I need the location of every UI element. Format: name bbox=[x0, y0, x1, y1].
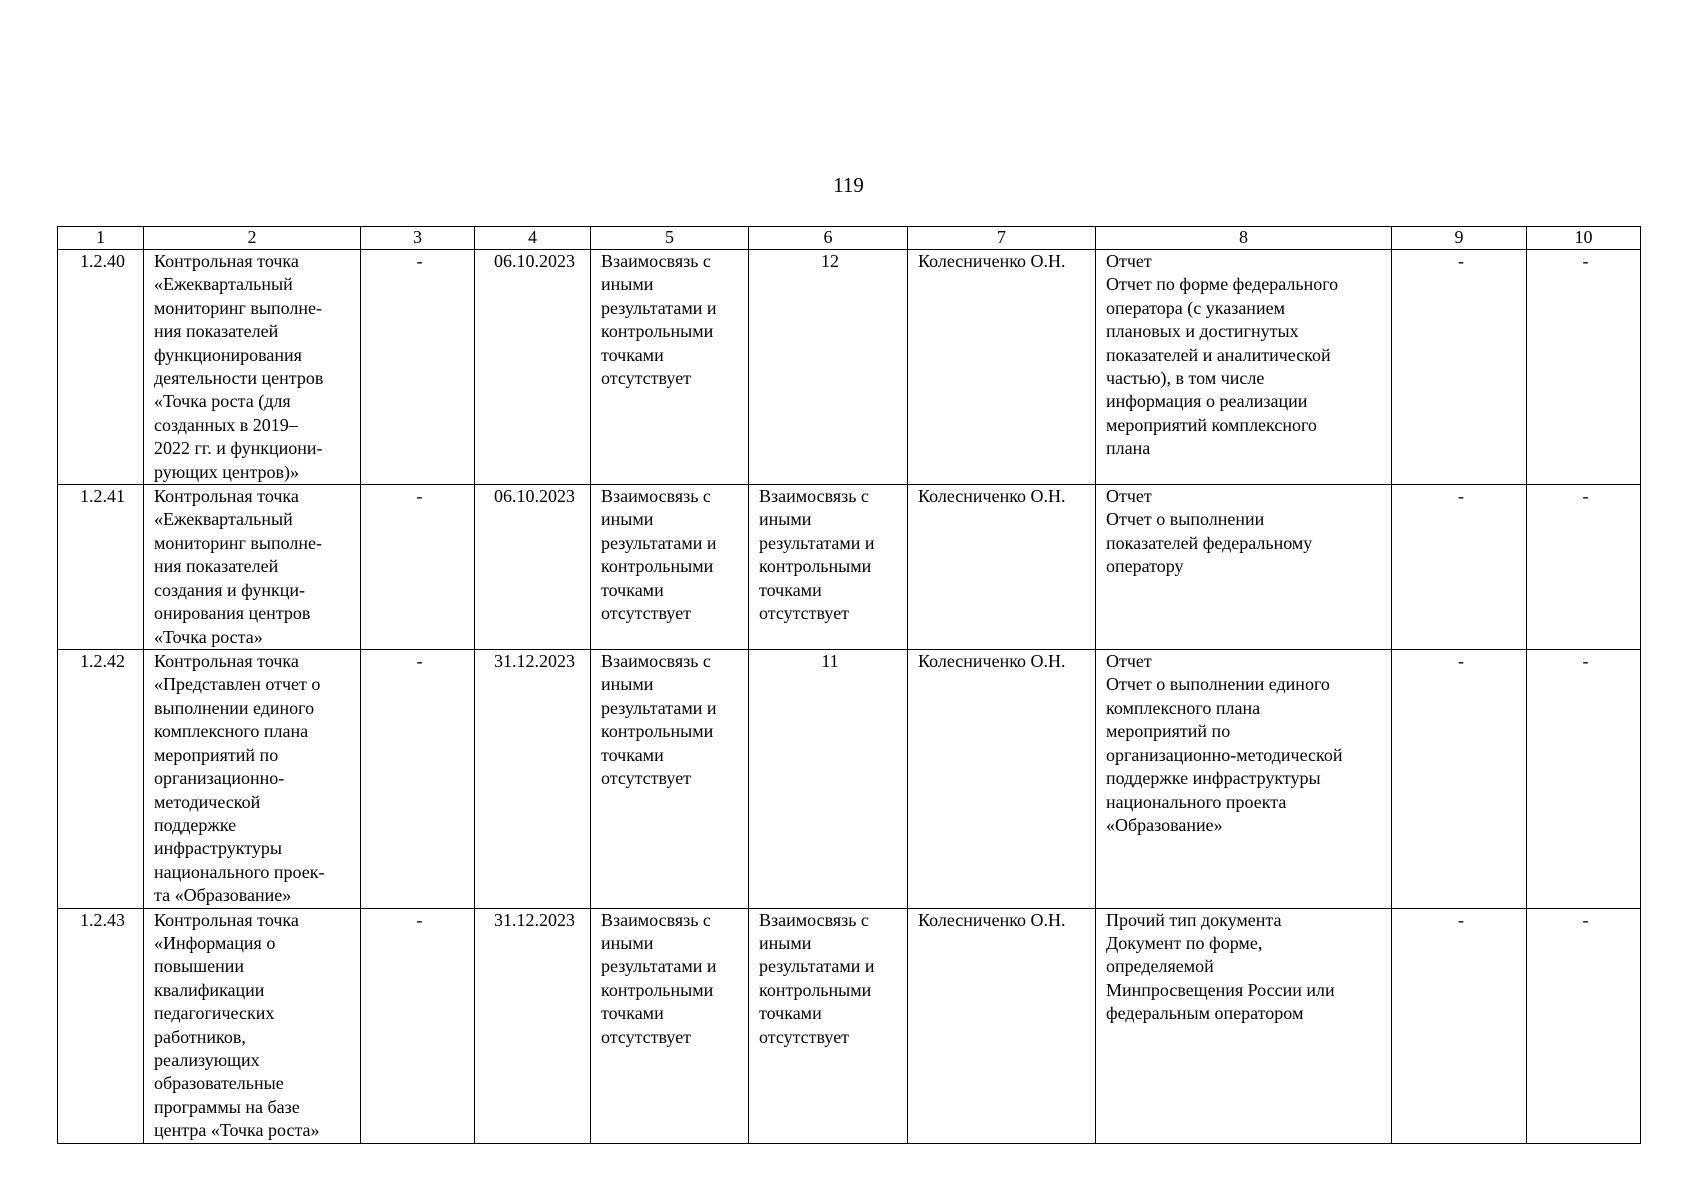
control-point-name-cell-line: 2022 гг. и функциони- bbox=[154, 438, 323, 459]
table-row bbox=[58, 908, 1641, 1143]
document-cell-line: федеральным оператором bbox=[1106, 1003, 1304, 1024]
control-point-name-cell-line: центра «Точка роста» bbox=[154, 1120, 320, 1141]
linked-item-cell bbox=[749, 650, 908, 908]
document-cell-line: плана bbox=[1106, 438, 1151, 459]
col3-cell: - bbox=[361, 908, 475, 1143]
control-point-name-cell-line: комплексного плана bbox=[154, 721, 309, 742]
document-cell-line: Документ по форме, bbox=[1106, 932, 1263, 953]
relation-cell bbox=[591, 650, 749, 908]
linked-item-cell-line: иными bbox=[759, 932, 812, 953]
document-cell-line: национального проекта bbox=[1106, 791, 1287, 812]
relation-cell-line: Взаимосвязь с bbox=[601, 651, 711, 672]
control-point-name-cell-line: выполнении единого bbox=[154, 697, 315, 718]
control-point-name-cell-line: Контрольная точка bbox=[154, 486, 299, 507]
relation-cell-line: результатами и bbox=[601, 956, 717, 977]
control-point-name-cell-line: Контрольная точка bbox=[154, 251, 299, 271]
responsible-cell: Колесниченко О.Н. bbox=[908, 485, 1096, 650]
control-point-name-cell-line: организационно- bbox=[154, 768, 285, 789]
document-cell-line: определяемой bbox=[1106, 956, 1214, 977]
document-cell bbox=[1096, 485, 1392, 650]
control-point-name-cell bbox=[144, 250, 361, 485]
relation-cell bbox=[591, 250, 749, 485]
date-cell: 31.12.2023 bbox=[475, 650, 591, 908]
linked-item-cell-line: отсутствует bbox=[759, 1026, 850, 1047]
relation-cell-line: отсутствует bbox=[601, 768, 692, 789]
col9-cell: - bbox=[1392, 908, 1527, 1143]
document-cell-line: Отчет по форме федерального bbox=[1106, 274, 1339, 295]
control-point-name-cell-line: деятельности центров bbox=[154, 368, 324, 389]
relation-cell-line: контрольными bbox=[601, 556, 714, 577]
column-header: 3 bbox=[361, 227, 475, 250]
linked-item-cell-line: 11 bbox=[821, 651, 839, 672]
col9-cell: - bbox=[1392, 250, 1527, 485]
control-point-name-cell-line: мониторинг выполне- bbox=[154, 532, 323, 553]
control-point-name-cell-line: реализующих bbox=[154, 1049, 260, 1070]
relation-cell bbox=[591, 485, 749, 650]
control-point-name-cell-line: методической bbox=[154, 791, 261, 812]
linked-item-cell-line: результатами и bbox=[759, 532, 875, 553]
control-point-name-cell-line: та «Образование» bbox=[154, 885, 292, 906]
document-cell-line: Отчет о выполнении единого bbox=[1106, 674, 1330, 695]
linked-item-cell-line: результатами и bbox=[759, 956, 875, 977]
control-point-name-cell-line: поддержке bbox=[154, 814, 237, 835]
linked-item-cell bbox=[749, 908, 908, 1143]
document-cell bbox=[1096, 650, 1392, 908]
control-point-name-cell-line: «Ежеквартальный bbox=[154, 274, 293, 295]
document-cell-line: поддержке инфраструктуры bbox=[1106, 768, 1321, 789]
responsible-cell: Колесниченко О.Н. bbox=[908, 650, 1096, 908]
column-header: 6 bbox=[749, 227, 908, 250]
row-id-cell: 1.2.41 bbox=[58, 485, 144, 650]
relation-cell-line: иными bbox=[601, 509, 654, 530]
col10-cell: - bbox=[1527, 650, 1641, 908]
document-cell-line: Отчет bbox=[1106, 651, 1152, 672]
date-cell: 31.12.2023 bbox=[475, 908, 591, 1143]
relation-cell-line: иными bbox=[601, 274, 654, 295]
control-points-table bbox=[57, 226, 1641, 1144]
col10-cell: - bbox=[1527, 485, 1641, 650]
relation-cell-line: Взаимосвязь с bbox=[601, 251, 711, 271]
control-point-name-cell bbox=[144, 485, 361, 650]
control-point-name-cell-line: онирования центров bbox=[154, 603, 311, 624]
column-header: 9 bbox=[1392, 227, 1527, 250]
document-cell-line: частью), в том числе bbox=[1106, 368, 1265, 389]
table-row bbox=[58, 250, 1641, 485]
document-cell-line: мероприятий по bbox=[1106, 721, 1231, 742]
responsible-cell: Колесниченко О.Н. bbox=[908, 908, 1096, 1143]
table-body bbox=[58, 250, 1641, 1144]
linked-item-cell-line: 12 bbox=[821, 251, 839, 271]
relation-cell-line: контрольными bbox=[601, 979, 714, 1000]
control-point-name-cell-line: Контрольная точка bbox=[154, 909, 299, 930]
linked-item-cell-line: отсутствует bbox=[759, 603, 850, 624]
linked-item-cell bbox=[749, 485, 908, 650]
relation-cell-line: точками bbox=[601, 744, 664, 765]
row-id-cell: 1.2.42 bbox=[58, 650, 144, 908]
control-point-name-cell bbox=[144, 650, 361, 908]
control-point-name-cell-line: созданных в 2019– bbox=[154, 414, 298, 435]
col10-cell: - bbox=[1527, 250, 1641, 485]
control-point-name-cell-line: квалификации bbox=[154, 979, 265, 1000]
relation-cell-line: точками bbox=[601, 579, 664, 600]
column-header: 8 bbox=[1096, 227, 1392, 250]
col9-cell: - bbox=[1392, 650, 1527, 908]
col10-cell: - bbox=[1527, 908, 1641, 1143]
control-point-name-cell bbox=[144, 908, 361, 1143]
control-point-name-cell-line: Контрольная точка bbox=[154, 651, 299, 672]
control-point-name-cell-line: работников, bbox=[154, 1026, 246, 1047]
col3-cell: - bbox=[361, 650, 475, 908]
col3-cell: - bbox=[361, 485, 475, 650]
control-point-name-cell-line: «Ежеквартальный bbox=[154, 509, 293, 530]
document-cell bbox=[1096, 908, 1392, 1143]
linked-item-cell-line: точками bbox=[759, 579, 822, 600]
document-cell-line: Минпросвещения России или bbox=[1106, 979, 1335, 1000]
row-id-cell: 1.2.40 bbox=[58, 250, 144, 485]
responsible-cell: Колесниченко О.Н. bbox=[908, 250, 1096, 485]
document-cell-line: оператору bbox=[1106, 556, 1184, 577]
document-cell-line: информация о реализации bbox=[1106, 391, 1308, 412]
document-cell-line: показателей федеральному bbox=[1106, 532, 1313, 553]
col3-cell: - bbox=[361, 250, 475, 485]
document-cell-line: Отчет bbox=[1106, 486, 1152, 507]
control-point-name-cell-line: инфраструктуры bbox=[154, 838, 282, 859]
relation-cell-line: результатами и bbox=[601, 697, 717, 718]
column-header: 10 bbox=[1527, 227, 1641, 250]
control-point-name-cell-line: национального проек- bbox=[154, 861, 325, 882]
relation-cell-line: отсутствует bbox=[601, 603, 692, 624]
control-point-name-cell-line: создания и функци- bbox=[154, 579, 305, 600]
control-point-name-cell-line: повышении bbox=[154, 956, 244, 977]
control-point-name-cell-line: программы на базе bbox=[154, 1096, 300, 1117]
control-point-name-cell-line: «Информация о bbox=[154, 932, 276, 953]
linked-item-cell-line: точками bbox=[759, 1003, 822, 1024]
document-cell-line: «Образование» bbox=[1106, 814, 1223, 835]
document-cell-line: Отчет bbox=[1106, 251, 1152, 271]
relation-cell-line: отсутствует bbox=[601, 1026, 692, 1047]
linked-item-cell-line: контрольными bbox=[759, 979, 872, 1000]
control-point-name-cell-line: рующих центров)» bbox=[154, 461, 300, 482]
linked-item-cell-line: контрольными bbox=[759, 556, 872, 577]
document-cell-line: организационно-методической bbox=[1106, 744, 1343, 765]
page-number: 119 bbox=[833, 173, 864, 197]
control-point-name-cell-line: ния показателей bbox=[154, 556, 279, 577]
document-cell-line: плановых и достигнутых bbox=[1106, 321, 1299, 342]
relation-cell-line: контрольными bbox=[601, 721, 714, 742]
control-point-name-cell-line: ния показателей bbox=[154, 321, 279, 342]
document-cell-line: Прочий тип документа bbox=[1106, 909, 1282, 930]
col9-cell: - bbox=[1392, 485, 1527, 650]
date-cell: 06.10.2023 bbox=[475, 250, 591, 485]
column-header: 5 bbox=[591, 227, 749, 250]
relation-cell-line: точками bbox=[601, 1003, 664, 1024]
table-row bbox=[58, 485, 1641, 650]
column-header: 2 bbox=[144, 227, 361, 250]
linked-item-cell-line: Взаимосвязь с bbox=[759, 486, 869, 507]
control-point-name-cell-line: функционирования bbox=[154, 344, 302, 365]
header-row bbox=[58, 227, 1641, 250]
linked-item-cell-line: иными bbox=[759, 509, 812, 530]
document-cell-line: мероприятий комплексного bbox=[1106, 414, 1317, 435]
relation-cell-line: точками bbox=[601, 344, 664, 365]
linked-item-cell bbox=[749, 250, 908, 485]
document-cell-line: оператора (с указанием bbox=[1106, 297, 1285, 318]
row-id-cell: 1.2.43 bbox=[58, 908, 144, 1143]
control-point-name-cell-line: мероприятий по bbox=[154, 744, 279, 765]
control-point-name-cell-line: педагогических bbox=[154, 1003, 275, 1024]
document-cell bbox=[1096, 250, 1392, 485]
document-cell-line: показателей и аналитической bbox=[1106, 344, 1331, 365]
relation-cell-line: контрольными bbox=[601, 321, 714, 342]
relation-cell-line: Взаимосвязь с bbox=[601, 486, 711, 507]
control-point-name-cell-line: образовательные bbox=[154, 1073, 284, 1094]
column-header: 1 bbox=[58, 227, 144, 250]
relation-cell-line: иными bbox=[601, 932, 654, 953]
linked-item-cell-line: Взаимосвязь с bbox=[759, 909, 869, 930]
control-point-name-cell-line: «Точка роста (для bbox=[154, 391, 291, 412]
date-cell: 06.10.2023 bbox=[475, 485, 591, 650]
relation-cell-line: результатами и bbox=[601, 532, 717, 553]
table-row bbox=[58, 650, 1641, 908]
control-point-name-cell-line: «Точка роста» bbox=[154, 626, 263, 647]
column-header: 4 bbox=[475, 227, 591, 250]
relation-cell-line: результатами и bbox=[601, 297, 717, 318]
relation-cell-line: отсутствует bbox=[601, 368, 692, 389]
document-cell-line: Отчет о выполнении bbox=[1106, 509, 1265, 530]
control-point-name-cell-line: «Представлен отчет о bbox=[154, 674, 321, 695]
relation-cell bbox=[591, 908, 749, 1143]
relation-cell-line: иными bbox=[601, 674, 654, 695]
column-header: 7 bbox=[908, 227, 1096, 250]
relation-cell-line: Взаимосвязь с bbox=[601, 909, 711, 930]
control-point-name-cell-line: мониторинг выполне- bbox=[154, 297, 323, 318]
document-cell-line: комплексного плана bbox=[1106, 697, 1261, 718]
